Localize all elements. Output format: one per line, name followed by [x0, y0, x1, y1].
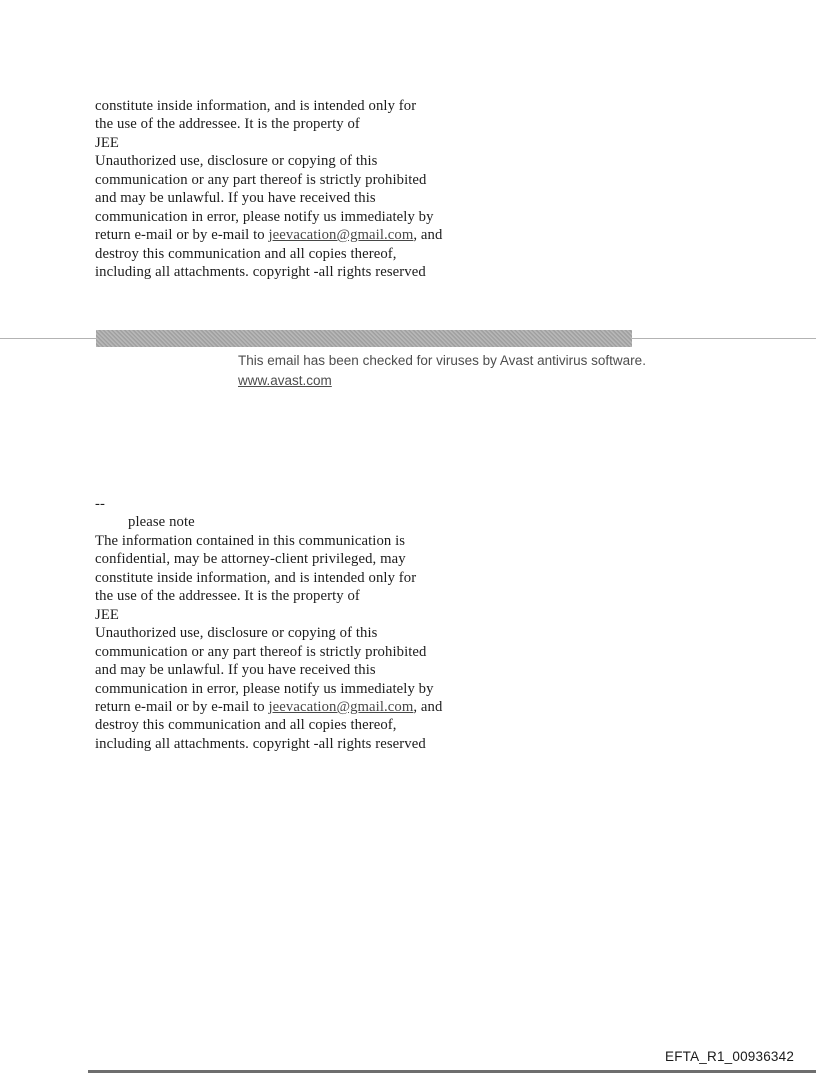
disclaimer-line: The information contained in this communication is	[95, 532, 406, 549]
avast-checked-text: This email has been checked for viruses by Avast antivirus software.	[238, 353, 646, 368]
disclaimer-line: the use of the addressee. It is the property of	[95, 588, 360, 605]
bates-number: EFTA_R1_00936342	[665, 1049, 795, 1064]
disclaimer-line: constitute inside information, and is intended only for	[95, 98, 417, 114]
disclaimer-line: JEE	[95, 606, 119, 623]
scanned-banner-bar	[96, 330, 632, 347]
disclaimer-line	[95, 226, 442, 244]
link-line-prefix: return e-mail or by e-mail to	[95, 227, 269, 244]
disclaimer-line: confidential, may be attorney-client privileged, may	[95, 551, 406, 568]
link-line-prefix: return e-mail or by e-mail to	[95, 698, 269, 715]
disclaimer-line: the use of the addressee. It is the property of	[95, 116, 360, 133]
email-address-link[interactable]: jeevacation@gmail.com	[268, 698, 414, 715]
email-disclaimer-bottom	[95, 495, 442, 753]
disclaimer-line: Unauthorized use, disclosure or copying of this	[95, 625, 378, 642]
please-note-line: please note	[128, 514, 195, 531]
link-line-suffix: , and	[413, 698, 443, 715]
disclaimer-line: constitute inside information, and is intended only for	[95, 569, 417, 586]
disclaimer-line: and may be unlawful. If you have received this	[95, 662, 376, 679]
disclaimer-line: communication in error, please notify us immediately by	[95, 680, 434, 697]
email-address-link[interactable]: jeevacation@gmail.com	[268, 227, 414, 244]
avast-link[interactable]: www.avast.com	[238, 373, 332, 388]
disclaimer-line: destroy this communication and all copies thereof,	[95, 245, 397, 262]
disclaimer-line: including all attachments. copyright -all rights reserved	[95, 264, 426, 281]
disclaimer-line: communication or any part thereof is strictly prohibited	[95, 643, 427, 660]
disclaimer-line: destroy this communication and all copies thereof,	[95, 717, 397, 734]
avast-notice	[238, 351, 646, 391]
disclaimer-line: and may be unlawful. If you have received this	[95, 190, 376, 207]
disclaimer-line: communication or any part thereof is strictly prohibited	[95, 171, 427, 188]
disclaimer-line: communication in error, please notify us immediately by	[95, 208, 434, 225]
link-line-suffix: , and	[413, 227, 443, 244]
disclaimer-line: including all attachments. copyright -all rights reserved	[95, 735, 426, 752]
email-disclaimer-top	[95, 97, 442, 282]
disclaimer-line	[95, 698, 442, 716]
disclaimer-line: JEE	[95, 134, 119, 151]
signature-separator: --	[95, 496, 105, 512]
disclaimer-line: Unauthorized use, disclosure or copying of this	[95, 153, 378, 170]
